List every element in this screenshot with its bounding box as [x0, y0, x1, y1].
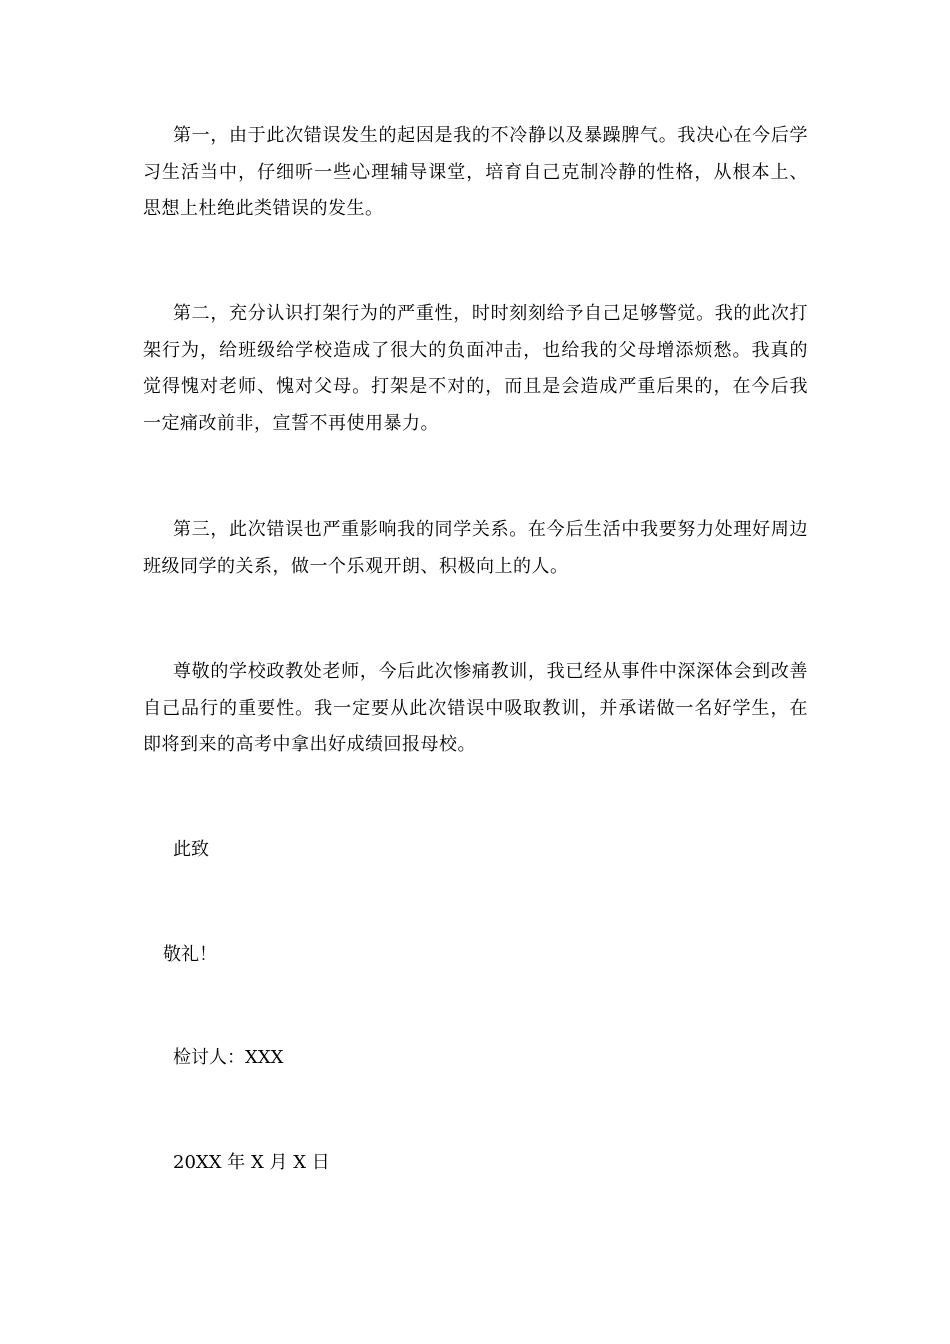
- signature-line: 检讨人：XXX: [173, 1047, 284, 1068]
- paragraph-first: 第一，由于此次错误发生的起因是我的不冷静以及暴躁脾气。我决心在今后学习生活当中，仔细听一些心理辅导课堂，培育自己克制冷静的性格，从根本上、思想上杜绝此类错误的发生。: [143, 125, 808, 219]
- salute-text: 敬礼！: [163, 944, 217, 965]
- paragraph-fourth: 尊敬的学校政教处老师，今后此次惨痛教训，我已经从事件中深深体会到改善自己品行的重要性。我一定要从此次错误中吸取教训，并承诺做一名好学生，在即将到来的高考中拿出好成绩回报母校。: [143, 661, 808, 755]
- paragraph-second: 第二，充分认识打架行为的严重性，时时刻刻给予自己足够警觉。我的此次打架行为，给班级给学校造成了很大的负面冲击，也给我的父母增添烦愁。我真的觉得愧对老师、愧对父母。打架是不对的，而且是会造成严重后果的，在今后我一定痛改前非，宣誓不再使用暴力。: [143, 303, 808, 434]
- date-line: 20XX 年 X 月 X 日: [173, 1152, 330, 1173]
- paragraph-third: 第三，此次错误也严重影响我的同学关系。在今后生活中我要努力处理好周边班级同学的关系，做一个乐观开朗、积极向上的人。: [143, 519, 808, 577]
- closing-text: 此致: [173, 839, 209, 860]
